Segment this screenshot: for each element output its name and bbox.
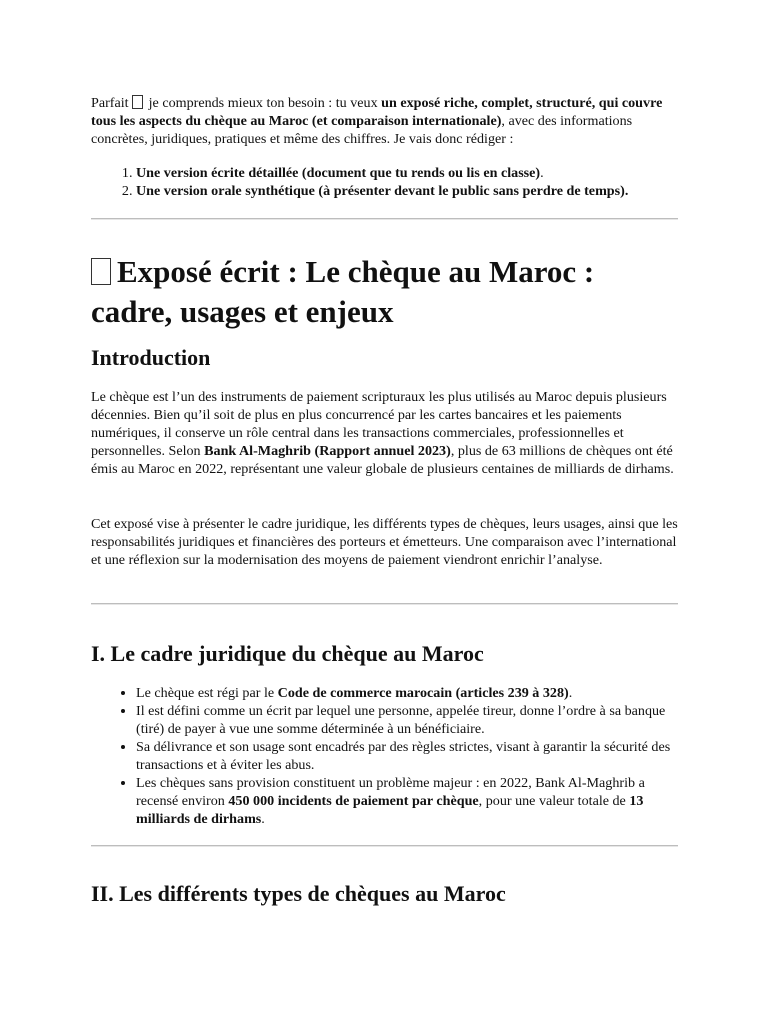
intro-p1-text-a: Le chèque est l’un des instruments de paiement scripturaux les plus utilisés au Maroc depuis plusieurs décennies. Bien qu’il soit de plus en plus concurrencé par les cartes bancaires et les paiements numériques, il conserve un rôle central dans les transactions commerciales, professionnelles et personnelles. Selon bbox=[91, 389, 667, 459]
intro-bold-text: un exposé riche, complet, structuré, qui couvre tous les aspects du chèque au Maroc (et comparaison internationale) bbox=[91, 95, 663, 129]
introduction-paragraph-2: Cet exposé vise à présenter le cadre juridique, les différents types de chèques, leurs usages, ainsi que les responsabilités juridiques et financières des porteurs et émetteurs. Une comparaison avec l’international et une réflexion sur la modernisation des moyens de paiement viendront enrichir l’analyse. bbox=[91, 516, 678, 568]
s1-b4-text-c: . bbox=[261, 811, 265, 827]
intro-text-2: , avec des informations concrètes, juridiques, pratiques et même des chiffres. Je vais donc rédiger : bbox=[91, 113, 633, 147]
divider bbox=[91, 845, 678, 847]
introduction-paragraph-1 bbox=[91, 388, 681, 478]
intro-prefix: Parfait bbox=[91, 95, 129, 111]
version-oral-label: Une version orale synthétique (à présenter devant le public sans perdre de temps). bbox=[136, 183, 629, 199]
divider bbox=[91, 218, 678, 220]
list-item bbox=[136, 164, 681, 182]
s1-b4-bold-1: 450 000 incidents de paiement par chèque bbox=[228, 793, 479, 809]
list-item bbox=[136, 684, 681, 702]
version-written-suffix: . bbox=[540, 165, 544, 181]
s1-b4-text-b: , pour une valeur totale de bbox=[478, 793, 630, 809]
s1-b1-text-a: Le chèque est régi par le bbox=[136, 685, 278, 701]
list-item: • Il est défini comme un écrit par lequel une personne, appelée tireur, donne l’ordre à sa banque (tiré) de payer à vue une somme déterminée à un bénéficiaire. bbox=[136, 702, 681, 738]
page-title-text: Exposé écrit : Le chèque au Maroc : cadre, usages et enjeux bbox=[91, 254, 595, 329]
list-item: • Sa délivrance et son usage sont encadrés par des règles strictes, visant à garantir la sécurité des transactions et à éviter les abus. bbox=[136, 738, 681, 774]
versions-list bbox=[91, 164, 681, 200]
s1-b4-text-a: Les chèques sans provision constituent un problème majeur : en 2022, Bank Al-Maghrib a recensé environ bbox=[136, 775, 645, 809]
list-item bbox=[136, 182, 681, 200]
intro-paragraph bbox=[91, 94, 681, 148]
emoji-placeholder-icon bbox=[91, 258, 111, 285]
intro-p1-bold: Bank Al-Maghrib (Rapport annuel 2023) bbox=[204, 443, 451, 459]
s1-b1-text-b: . bbox=[568, 685, 573, 701]
version-written-label: Une version écrite détaillée (document que tu rends ou lis en classe) bbox=[136, 165, 541, 181]
intro-text-1: je comprends mieux ton besoin : tu veux bbox=[145, 95, 382, 111]
section-1-list bbox=[91, 684, 681, 828]
intro-p1-text-b: , plus de 63 millions de chèques ont été émis au Maroc en 2022, représentant une valeur globale de plusieurs centaines de milliards de dirhams. bbox=[91, 443, 674, 477]
introduction-heading: Introduction bbox=[91, 345, 211, 370]
emoji-placeholder-icon bbox=[132, 95, 143, 109]
section-2-heading: II. Les différents types de chèques au Maroc bbox=[91, 881, 506, 906]
divider bbox=[91, 603, 678, 605]
section-1-heading: I. Le cadre juridique du chèque au Maroc bbox=[91, 641, 484, 666]
s1-b4-bold-2: 13 milliards de dirhams bbox=[136, 793, 644, 827]
list-item bbox=[136, 774, 681, 828]
s1-b1-bold: Code de commerce marocain (articles 239 à 328) bbox=[277, 685, 569, 701]
page-title bbox=[91, 252, 681, 332]
